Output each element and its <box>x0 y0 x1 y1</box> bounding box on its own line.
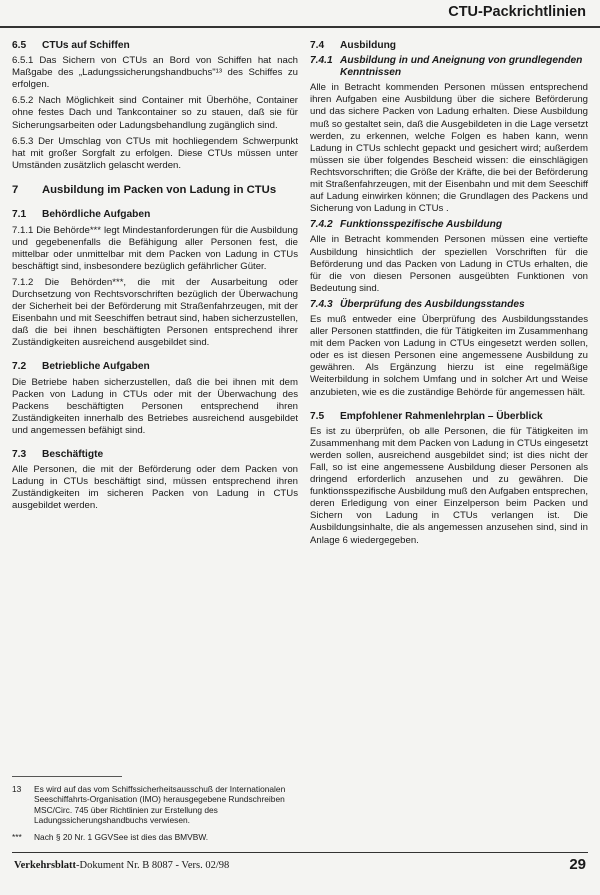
section-heading-7-3: 7.3 Beschäftigte <box>12 449 104 461</box>
paragraph-7-3: Alle Personen, die mit der Beförderung oder dem Packen von Ladung in CTUs beschäftigt sind, müssen entsprechend ihren Zuständigkeiten im sicheren Packen von Ladung in CTUs ausgebildet werden. <box>12 464 298 512</box>
section-heading-7-4: 7.4 Ausbildung <box>310 40 397 51</box>
left-column <box>12 40 298 517</box>
paragraph-6-5-2: 6.5.2 Nach Möglichkeit sind Container mit Überhöhe, Container ohne festes Dach und Tankcontainer so zu stauen, daß sie für Sicherungsarbeiten oder Ladungsbehandlung zugänglich sind. <box>12 95 298 131</box>
footer-document-reference: Verkehrsblatt-Dokument Nr. B 8087 - Vers. 02/98 <box>14 860 230 871</box>
paragraph-7-4-1: Alle in Betracht kommenden Personen müssen entsprechend ihren Aufgaben eine Ausbildung über die sichere Beförderung und das sichere Packen von Ladung erhalten. Diese Ausbildung muß so gestaltet sein, daß die Ausgebildeten in die Lage versetzt werden, zu erkennen, welche Folgen es haben kann, wenn Ladung in CTUs schlecht gepackt und gesichert wird; außerdem müssen sie über folgendes Bescheid wissen: die einschlägigen Rechtsvorschriften; die Größe der Kräfte, die bei der Beförderung mit Straßenfahrzeugen, mit der Eisenbahn und mit dem Seeschiff auf Ladung einwirken können; die Grundlagen des Packens und Sicherung von Ladung in CTUs . <box>310 82 588 215</box>
section-heading-7-4-3: 7.4.3 Überprüfung des Ausbildungsstandes <box>310 298 525 310</box>
chapter-heading-7: 7 Ausbildung im Packen von Ladung in CTUs <box>12 183 277 196</box>
right-column <box>310 40 588 551</box>
section-heading-7-2: 7.2 Betriebliche Aufgaben <box>12 361 150 373</box>
paragraph-6-5-1: 6.5.1 Das Sichern von CTUs an Bord von Schiffen hat nach Maßgabe des „Ladungssicherungshandbuchs"¹³ des Schiffes zu erfolgen. <box>12 55 298 91</box>
running-header-title: CTU-Packrichtlinien <box>448 4 586 20</box>
section-heading-7-4-1: 7.4.1 Ausbildung in und Aneignung von grundlegenden Kenntnissen <box>310 55 583 79</box>
paragraph-7-2: Die Betriebe haben sicherzustellen, daß die bei ihnen mit dem Packen von Ladung in CTUs oder mit der Überwachung des Packens beschäftigten Personen entsprechend ihren Zuständigkeiten innerhalb des Betriebes ausreichend ausgebildet und angemessen befähigt sind. <box>12 376 298 436</box>
paragraph-7-1-2: 7.1.2 Die Behörden***, die mit der Ausarbeitung oder Durchsetzung von Rechtsvorschriften bezüglich der Überwachung der Sicherheit bei der Beförderung mit Straßenfahrzeugen, mit der Eisenbahn und mit Seeschiffen betraut sind, haben sicherzustellen, daß die bei ihnen beschäftigten Personen entsprechend ihrer Zuständigkeiten ausreichend ausgebildet sind. <box>12 276 298 349</box>
section-heading-7-5: 7.5 Empfohlener Rahmenlehrplan – Überblick <box>310 410 543 422</box>
paragraph-7-4-3: Es muß entweder eine Überprüfung des Ausbildungsstandes aller Personen stattfinden, die für Tätigkeiten im Zusammenhang mit dem Packen von Ladung in CTUs eingesetzt werden sollen, oder es ist diesen Personen eine angemessene Ausbildung zu gewähren. Als Ergänzung hierzu ist eine regelmäßige Weiterbildung in solchem Umfang und in solcher Art und Weise anzubieten, wie es die zuständige Behörde für angemessen hält. <box>310 313 588 398</box>
section-heading-7-4-2: 7.4.2 Funktionsspezifische Ausbildung <box>310 219 503 231</box>
footnote-13: 13 Es wird auf das vom Schiffssicherheitsausschuß der Internationalen Seeschiffahrts-Organisation (IMO) herausgegebene Rundschreiben MSC/Circ. 745 über Richtlinien zur Erstellung des Ladungssicherungshandbuchs verwiesen. <box>12 784 286 826</box>
paragraph-6-5-3: 6.5.3 Der Umschlag von CTUs mit hochliegendem Schwerpunkt hat mit großer Sorgfalt zu erfolgen. Diese CTUs müssen unter Umständen zusätzlich gelascht werden. <box>12 135 298 171</box>
section-heading-6-5: 6.5 CTUs auf Schiffen <box>12 40 130 51</box>
footnote-rule <box>12 776 122 777</box>
page-number: 29 <box>569 856 586 873</box>
paragraph-7-5: Es ist zu überprüfen, ob alle Personen, die für Tätigkeiten im Zusammenhang mit dem Packen von Ladung in CTUs eingesetzt werden sollen, ausreichend ausgebildet sind; ist dies nicht der Fall, so ist eine angemessene Ausbildung dieser Personen als dringend erforderlich anzusehen und zu gewähren. Die funktionsspezifische Ausbildung muß den Aufgaben entsprechen, deren Erledigung von einer Einzelperson beim Packen und Sichern von Ladung in CTUs verlangen ist. Die Ausbildungsinhalte, die als angemessen anzusehen sind, sind in Anlage 6 wiedergegeben. <box>310 425 588 546</box>
paragraph-7-1-1: 7.1.1 Die Behörde*** legt Mindestanforderungen für die Ausbildung und gegebenenfalls die Befähigung aller Personen fest, die mittelbar oder unmittelbar mit dem Packen von Ladung in CTUs beschäftigt sind, insbesondere bezüglich gefährlicher Güter. <box>12 224 298 272</box>
paragraph-7-4-2: Alle in Betracht kommenden Personen müssen eine vertiefte Ausbildung hinsichtlich der speziellen Vorschriften für die Beförderung und das Packen von Ladung in CTUs erhalten, die für die von diesen Personen ausgeübten Funktionen von Bedeutung sind. <box>310 234 588 294</box>
footer-rule <box>12 852 588 853</box>
footnote-asterisks: *** Nach § 20 Nr. 1 GGVSee ist dies das BMVBW. <box>12 832 209 842</box>
section-heading-7-1: 7.1 Behördliche Aufgaben <box>12 209 151 221</box>
header-rule <box>0 26 600 28</box>
